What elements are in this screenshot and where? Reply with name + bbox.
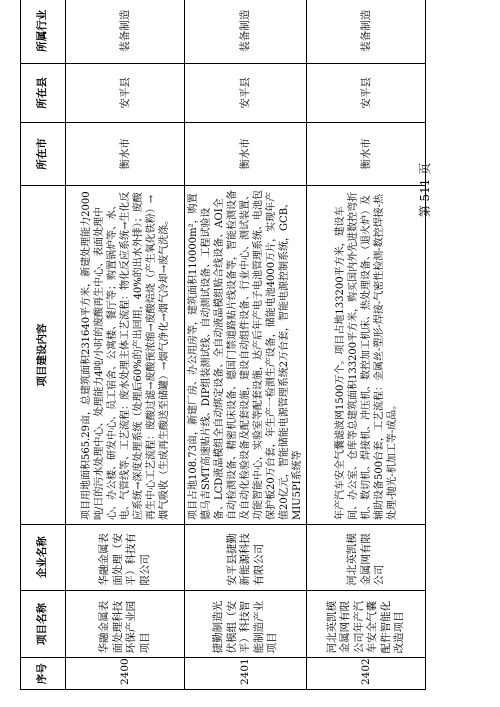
cell-project-name: 华融金属表面处理科技环保产业园项目 xyxy=(66,590,185,658)
cell-seq: 2400 xyxy=(66,658,185,690)
table-row xyxy=(66,0,185,690)
table-header-row xyxy=(21,0,66,690)
cell-company: 安平县捷勤新能源科技有限公司 xyxy=(185,525,307,591)
header-project-name: 项目名称 xyxy=(21,590,66,658)
cell-county: 安平县 xyxy=(66,63,185,122)
header-county: 所在县 xyxy=(21,63,66,122)
cell-county: 安平县 xyxy=(185,63,307,122)
cell-content: 项目用地面积565.29亩，总建筑面积231640平方米，新建处理能力2000吨/日的污水处理中心、处理能力4吨/小时的废酸再生中心、表面处理中心、办公楼、研发中心、员工宿舍、公寓楼、餐厅等；购置锅炉等、水、电、气管线等、工艺流程：废水处理主体工艺流程：物化反应系统→生化反应系统→深度处理系统（处理后60%的产出回用，40%的出水外排）；废酸再生中心工艺流程：废酸过滤→废酸预浓缩→废酸焙烧（产生氧化铁粉）→烟气吸收（生成再生酸送至储罐）→烟气净化→烟气冷却→废气洗涤。 xyxy=(66,186,185,525)
cell-industry: 装备制造 xyxy=(66,0,185,63)
cell-industry: 装备制造 xyxy=(307,0,426,63)
cell-content: 项目占地108.73亩，新建厂房、办公用房等，建筑面积110000m²，购置德马吉SMT高速贴片线、DIP组装测试线、自动测试设备、工程试验设备、LCD液晶模组全自动绑定设备、全自动液晶模组贴合线设备、AOI全自动检测设备、精密机床设备、德国门禁道路贴片线设备等，智能检测设备及自动化检验设备及配套设施，建设自动组件设备、行业中心、测试装置、功能智能中心，实验室等配套设施，达产后年产电子电池管理系统、电池包保护板20万台套，年生产一检测生产设备，储能电池4000万片，实现年产值20亿元，智能储能电源管理系统2万台套，智能电源控制系统，GCB、MIU5PI系统等 xyxy=(185,186,307,525)
cell-company: 河北英凯模金属网有限公司 xyxy=(307,525,426,591)
header-industry: 所属行业 xyxy=(21,0,66,63)
header-city: 所在市 xyxy=(21,122,66,185)
cell-company: 华融金属表面处理（安平）科技有限公司 xyxy=(66,525,185,591)
cell-city: 衡水市 xyxy=(307,122,426,185)
header-seq: 序号 xyxy=(21,658,66,690)
cell-project-name: 河北英凯模金属网有限公司年产汽车安全气囊配件智能化改造项目 xyxy=(307,590,426,658)
cell-content: 年产汽车安全气囊滤波网1500万个。项目占地133200平方米，建设车间、办公室、仓库等总建筑面积133200平方米，购买国内外先进数控弯折机、数切机、焊接机、冲压机、数控加工机床、热处理设备、（退火炉）及辅助设备500台套，工艺流程：金属丝-塑形-焊接-气密性检测-数控焊接-热处理-抛光-机加工等-成品。 xyxy=(307,186,426,525)
cell-county: 安平县 xyxy=(307,63,426,122)
rotated-page xyxy=(20,0,430,690)
table-row xyxy=(185,0,307,690)
cell-project-name: 捷勤制造光伏模组（安平）科技智能制造产业项目 xyxy=(185,590,307,658)
cell-city: 衡水市 xyxy=(66,122,185,185)
cell-seq: 2402 xyxy=(307,658,426,690)
table-row xyxy=(307,0,426,690)
cell-city: 衡水市 xyxy=(185,122,307,185)
page-number: 第 511 页 xyxy=(418,162,432,218)
header-content: 项目建设内容 xyxy=(21,186,66,525)
project-table xyxy=(20,0,426,690)
cell-seq: 2401 xyxy=(185,658,307,690)
cell-industry: 装备制造 xyxy=(185,0,307,63)
header-company: 企业名称 xyxy=(21,525,66,591)
